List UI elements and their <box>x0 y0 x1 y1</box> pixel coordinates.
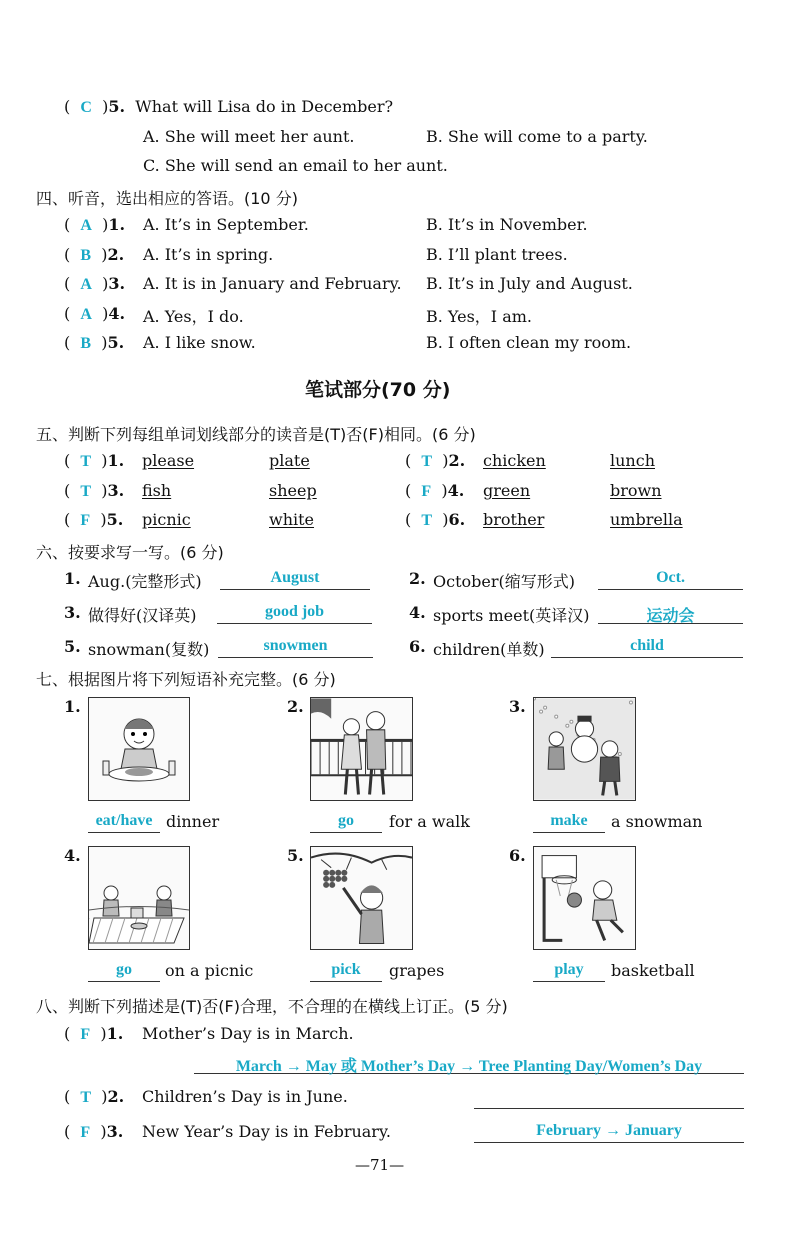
answer-line: play <box>533 961 605 982</box>
prompt-text: children(单数) <box>433 640 545 659</box>
question-number: 3. <box>107 481 125 500</box>
prompt-text: Aug.(完整形式) <box>88 572 202 591</box>
option-b: B. She will come to a party. <box>426 127 648 146</box>
answer-line: make <box>533 812 605 833</box>
answer-line: child <box>551 637 743 658</box>
answer-line: go <box>310 812 382 833</box>
word-1: brother <box>483 510 545 529</box>
answer-mark: A <box>80 305 92 323</box>
word-1: picnic <box>142 510 191 529</box>
children-picnic-image <box>88 846 190 950</box>
option-b: B. It’s in November. <box>426 215 588 234</box>
correction-line <box>474 1088 744 1109</box>
question-number: 3. <box>509 697 526 716</box>
answer-line: pick <box>310 961 382 982</box>
answer-mark: B <box>80 335 92 352</box>
answer-mark: F <box>80 1124 91 1141</box>
question-number: 2. <box>448 451 466 470</box>
answer-mark: T <box>80 483 92 500</box>
option-a: A. It’s in spring. <box>143 244 274 264</box>
question-number: 1. <box>106 1024 124 1043</box>
word-2: plate <box>269 451 310 470</box>
answer-line: good job <box>217 603 372 624</box>
word-2: lunch <box>610 451 655 470</box>
answer-mark: T <box>80 453 92 470</box>
answer-row: ( B )2. <box>64 244 125 264</box>
answer-row: ( A )3. <box>64 274 126 293</box>
answer-line: eat/have <box>88 812 160 833</box>
answer-row: ( T )6. <box>405 510 466 529</box>
correction-line: March → May 或 Mother’s Day → Tree Planting Day/Women’s Day <box>194 1053 744 1074</box>
written-part-title: 笔试部分(70 分) <box>305 379 451 401</box>
question-number: 4. <box>108 303 126 323</box>
question-number: 4. <box>447 481 465 500</box>
question-number: 4. <box>64 846 81 865</box>
girl-eating-dinner-image <box>88 697 190 801</box>
question-number: 5. <box>107 333 125 352</box>
option-a: A. Yes，I do. <box>143 306 244 326</box>
phrase-rest: on a picnic <box>165 961 254 980</box>
answer-line: August <box>220 569 370 590</box>
prompt-text: October(缩写形式) <box>433 572 575 591</box>
answer-line: Oct. <box>598 569 743 590</box>
section-heading: 八、判断下列描述是(T)否(F)合理，不合理的在横线上订正。(5 分) <box>36 997 508 1016</box>
section-heading: 七、根据图片将下列短语补充完整。(6 分) <box>36 670 336 689</box>
option-b: B. I often clean my room. <box>426 333 632 352</box>
answer-row: ( T )2. <box>405 451 466 470</box>
question-number: 3. <box>64 603 81 622</box>
statement-text: Children’s Day is in June. <box>142 1087 348 1106</box>
question-number: 2. <box>409 569 426 588</box>
answer-row: ( F )4. <box>405 481 465 500</box>
question-number: 5. <box>64 637 81 656</box>
word-1: fish <box>142 481 172 500</box>
answer-mark: T <box>80 1089 92 1106</box>
girl-picking-grapes-image <box>310 846 413 950</box>
answer-row: ( T )3. <box>64 481 125 500</box>
phrase-rest: for a walk <box>389 812 470 831</box>
answer-row: ( F )1. <box>64 1024 124 1043</box>
answer-mark: A <box>80 217 92 234</box>
option-c: C. She will send an email to her aunt. <box>143 156 448 175</box>
question-number: 3. <box>106 1122 124 1141</box>
word-2: brown <box>610 481 662 500</box>
answer-line: 运动会 <box>598 603 743 624</box>
option-b: B. Yes，I am. <box>426 306 532 326</box>
question-number: 1. <box>107 451 125 470</box>
question-number: 2. <box>107 244 125 264</box>
answer-mark: F <box>80 512 91 529</box>
option-b: B. I’ll plant trees. <box>426 244 568 264</box>
kids-snowman-image <box>533 697 636 801</box>
answer-line: go <box>88 961 160 982</box>
phrase-rest: a snowman <box>611 812 703 831</box>
prompt-text: 做得好(汉译英) <box>88 606 197 625</box>
question-number: 6. <box>409 637 426 656</box>
prompt-text: sports meet(英译汉) <box>433 606 590 625</box>
answer-mark: T <box>421 453 433 470</box>
answer-row: ( B )5. <box>64 333 125 352</box>
answer-mark: B <box>80 246 92 264</box>
option-a: A. I like snow. <box>143 333 256 352</box>
section-heading: 六、按要求写一写。(6 分) <box>36 543 224 562</box>
answer-row: ( T )1. <box>64 451 125 470</box>
answer-row: ( T )2. <box>64 1087 125 1106</box>
question-number: 2. <box>287 697 304 716</box>
boy-basketball-image <box>533 846 636 950</box>
statement-text: Mother’s Day is in March. <box>142 1024 354 1043</box>
question-number: 5. <box>106 510 124 529</box>
option-a: A. It’s in September. <box>143 215 309 234</box>
option-a: A. She will meet her aunt. <box>143 127 355 146</box>
question-number: 6. <box>509 846 526 865</box>
question-number: 1. <box>64 569 81 588</box>
answer-mark: T <box>421 512 433 529</box>
prompt-text: snowman(复数) <box>88 640 210 659</box>
answer-row: ( F )3. <box>64 1122 124 1141</box>
question-number: 2. <box>107 1087 125 1106</box>
page-number: —71— <box>355 1156 405 1174</box>
answer-mark: C <box>80 99 92 116</box>
question-number: 6. <box>448 510 466 529</box>
correction-line: February → January <box>474 1122 744 1143</box>
word-2: white <box>269 510 315 529</box>
word-1: green <box>483 481 531 500</box>
section-heading: 四、听音，选出相应的答语。(10 分) <box>36 189 298 208</box>
question-number: 1. <box>64 697 81 716</box>
question-number: 5. <box>287 846 304 865</box>
question-number: 3. <box>108 274 126 293</box>
word-2: sheep <box>269 481 317 500</box>
couple-walking-image <box>310 697 413 801</box>
question-text: What will Lisa do in December? <box>135 97 394 116</box>
word-1: chicken <box>483 451 546 470</box>
answer-row: ( A )4. <box>64 303 126 323</box>
question-number: 4. <box>409 603 426 622</box>
answer-row: ( A )1. <box>64 215 126 234</box>
word-1: please <box>142 451 195 470</box>
option-a: A. It is in January and February. <box>143 274 402 293</box>
answer-mark: F <box>80 1026 91 1043</box>
q5-top-row: ( C )5. What will Lisa do in December? <box>64 97 394 116</box>
phrase-rest: grapes <box>389 961 445 980</box>
answer-mark: A <box>80 276 92 293</box>
answer-line: snowmen <box>218 637 373 658</box>
option-b: B. It’s in July and August. <box>426 274 633 293</box>
word-2: umbrella <box>610 510 683 529</box>
answer-row: ( F )5. <box>64 510 124 529</box>
statement-text: New Year’s Day is in February. <box>142 1122 391 1141</box>
phrase-rest: dinner <box>166 812 220 831</box>
answer-mark: F <box>421 483 432 500</box>
phrase-rest: basketball <box>611 961 695 980</box>
question-number: 1. <box>108 215 126 234</box>
section-heading: 五、判断下列每组单词划线部分的读音是(T)否(F)相同。(6 分) <box>36 425 476 444</box>
question-number: 5. <box>108 97 126 116</box>
